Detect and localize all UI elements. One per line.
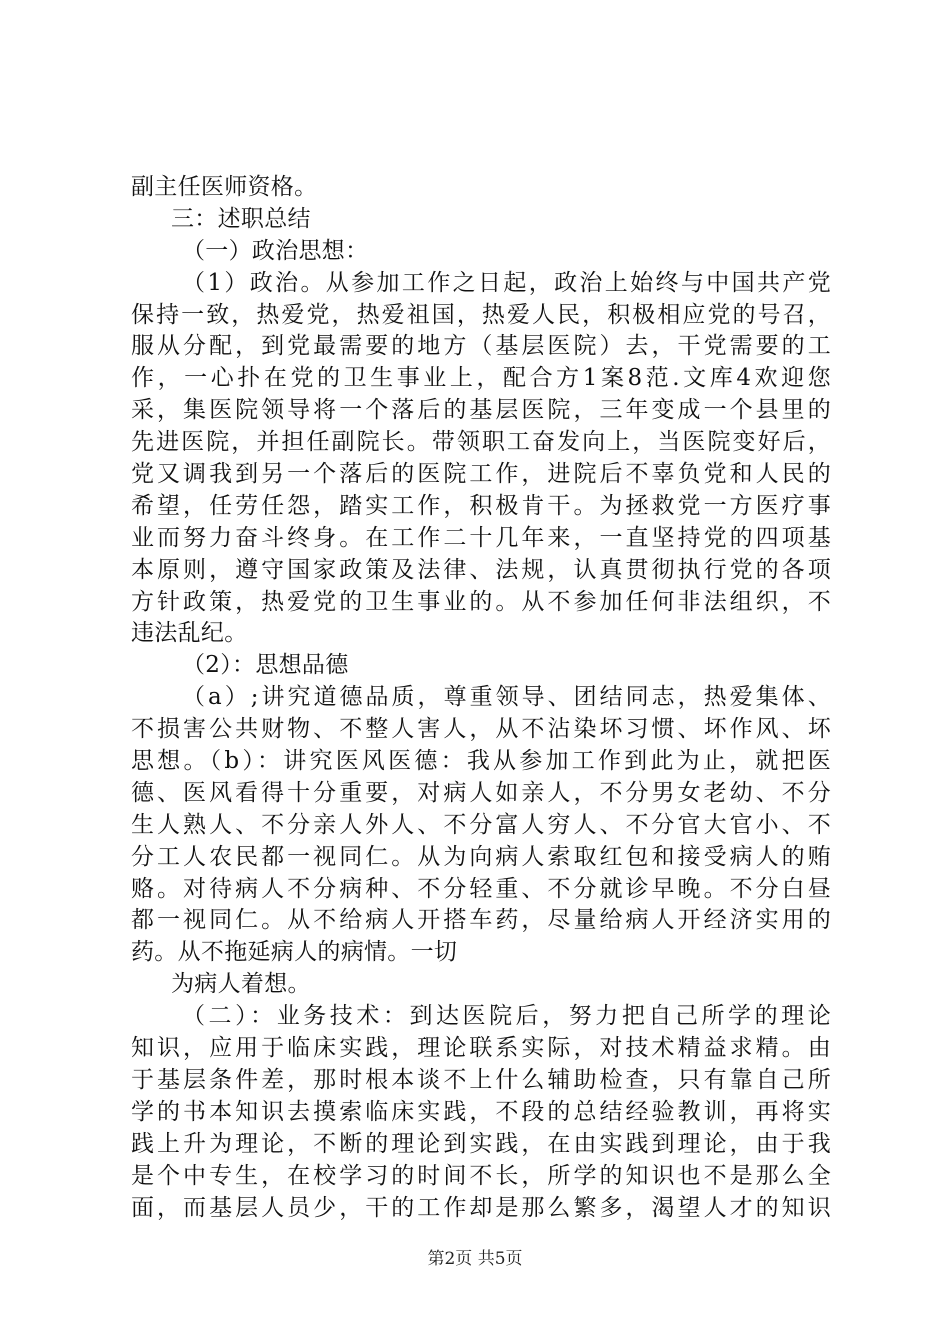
text-line: 希望，任劳任怨，踏实工作，积极肯干。为拯救党一方医疗事 <box>131 492 831 519</box>
text-line: 分工人农民都一视同仁。从为向病人索取红包和接受病人的贿 <box>131 843 831 870</box>
text-line: （一）政治思想： <box>182 237 369 264</box>
text-line: 于基层条件差，那时根本谈不上什么辅助检查，只有靠自己所 <box>131 1066 831 1093</box>
text-line: 思想。（b）：讲究医风医德：我从参加工作到此为止，就把医 <box>131 748 831 775</box>
text-line: 方针政策，热爱党的卫生事业的。从不参加任何非法组织，不 <box>131 588 831 615</box>
document-body <box>131 172 831 1224</box>
text-line: 面，而基层人员少，干的工作却是那么繁多，渴望人才的知识 <box>131 1194 831 1221</box>
text-line: （a）;讲究道德品质，尊重领导、团结同志，热爱集体、 <box>182 684 831 711</box>
text-line: 是个中专生，在校学习的时间不长，所学的知识也不是那么全 <box>131 1162 831 1189</box>
text-line: 先进医院，并担任副院长。带领职工奋发向上，当医院变好后， <box>131 429 831 456</box>
text-line: 本原则，遵守国家政策及法律、法规，认真贯彻执行党的各项 <box>131 556 831 583</box>
text-line: 作，一心扑在党的卫生事业上，配合方1案8范.文库4欢迎您 <box>131 365 831 392</box>
text-line: 党又调我到另一个落后的医院工作，进院后不辜负党和人民的 <box>131 461 831 488</box>
text-line: 赂。对待病人不分病种、不分轻重、不分就诊早晚。不分白昼 <box>131 875 831 902</box>
text-line: 德、医风看得十分重要，对病人如亲人，不分男女老幼、不分 <box>131 779 831 806</box>
text-line: 践上升为理论，不断的理论到实践，在由实践到理论，由于我 <box>131 1130 831 1157</box>
text-line: 生人熟人、不分亲人外人、不分富人穷人、不分官大官小、不 <box>131 811 831 838</box>
text-line: 三：述职总结 <box>171 205 311 232</box>
text-line: 违法乱纪。 <box>131 620 248 647</box>
text-line: 知识，应用于临床实践，理论联系实际，对技术精益求精。由 <box>131 1035 831 1062</box>
text-line: 服从分配，到党最需要的地方（基层医院）去，干党需要的工 <box>131 333 831 360</box>
page-footer: 第2页 共5页 <box>427 1249 523 1269</box>
text-line: 采，集医院领导将一个落后的基层医院，三年变成一个县里的 <box>131 397 831 424</box>
text-line: 业而努力奋斗终身。在工作二十几年来，一直坚持党的四项基 <box>131 524 831 551</box>
text-line: 药。从不拖延病人的病情。一切 <box>131 939 458 966</box>
text-line: 副主任医师资格。 <box>131 174 318 200</box>
text-line: 学的书本知识去摸索临床实践，不段的总结经验教训，再将实 <box>131 1098 831 1125</box>
text-line: 为病人着想。 <box>171 971 311 998</box>
text-line: （1）政治。从参加工作之日起，政治上始终与中国共产党 <box>182 269 831 296</box>
text-line: （2）：思想品德 <box>182 652 349 679</box>
text-line: 保持一致，热爱党，热爱祖国，热爱人民，积极相应党的号召， <box>131 301 831 328</box>
text-line: （二）：业务技术：到达医院后，努力把自己所学的理论 <box>182 1003 831 1030</box>
text-line: 都一视同仁。从不给病人开搭车药，尽量给病人开经济实用的 <box>131 907 831 934</box>
text-line: 不损害公共财物、不整人害人，从不沾染坏习惯、坏作风、坏 <box>131 716 831 743</box>
